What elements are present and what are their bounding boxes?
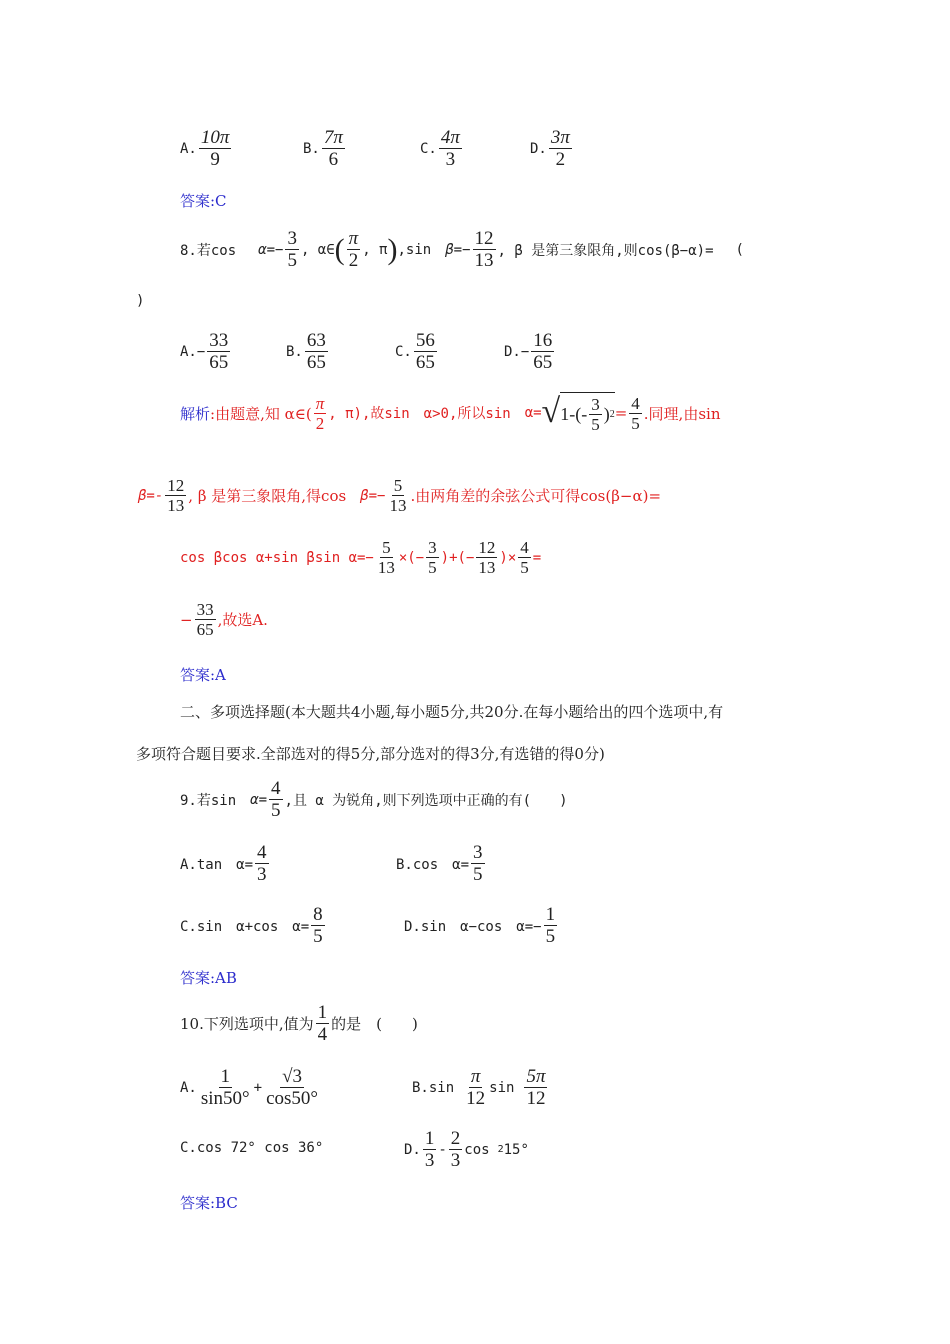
denominator: 13 bbox=[167, 496, 185, 515]
fraction bbox=[305, 330, 328, 373]
numerator: 12 bbox=[474, 228, 494, 249]
q8-answer: 答案:A bbox=[180, 666, 226, 684]
denominator: 3 bbox=[445, 149, 456, 170]
solution-text: α>0,所以sin bbox=[423, 406, 511, 422]
fraction bbox=[476, 538, 497, 577]
solution-text: .同理,由sin bbox=[643, 404, 721, 423]
numerator: 56 bbox=[415, 330, 435, 351]
q10-option-b bbox=[412, 1066, 549, 1109]
denominator: 5 bbox=[428, 558, 437, 577]
q10-stem bbox=[180, 1002, 418, 1045]
q9-option-c bbox=[180, 904, 327, 947]
fraction bbox=[464, 1066, 487, 1109]
numerator: π bbox=[315, 393, 325, 413]
paren: ( bbox=[334, 232, 345, 266]
stem-text: , π bbox=[362, 241, 388, 258]
fraction bbox=[414, 330, 437, 373]
denominator: 2 bbox=[315, 413, 325, 433]
stem-text: α= bbox=[250, 791, 268, 808]
denominator: 65 bbox=[306, 352, 326, 373]
fraction bbox=[449, 1128, 463, 1171]
numerator: 1 bbox=[220, 1066, 230, 1087]
numerator: 4 bbox=[631, 393, 640, 413]
solution-text: :由题意,知 α∈( bbox=[210, 404, 312, 423]
option-label: D.− bbox=[504, 343, 530, 360]
solution-text: − bbox=[180, 610, 193, 629]
denominator: 2 bbox=[348, 250, 359, 271]
fraction bbox=[311, 904, 325, 947]
fraction bbox=[322, 127, 345, 170]
q7-answer: 答案:C bbox=[180, 192, 227, 210]
denominator: 5 bbox=[545, 926, 556, 947]
stem-text: , α∈ bbox=[300, 241, 335, 258]
fraction bbox=[549, 127, 572, 170]
stem-text: 9.若sin bbox=[180, 792, 237, 809]
fraction bbox=[316, 1002, 330, 1045]
numerator: 5 bbox=[382, 538, 391, 557]
numerator: 1 bbox=[424, 1128, 435, 1149]
fraction bbox=[531, 330, 554, 373]
q7-option-d bbox=[530, 127, 574, 170]
numerator: √3 bbox=[282, 1066, 303, 1087]
numerator: 4π bbox=[440, 127, 460, 148]
radicand-text: ) bbox=[603, 404, 610, 424]
radicand-text: 1-(- bbox=[560, 404, 588, 424]
denominator: 65 bbox=[209, 352, 229, 373]
fraction bbox=[439, 127, 462, 170]
numerator: 5π bbox=[526, 1066, 546, 1087]
denominator: 13 bbox=[389, 496, 407, 515]
stem-text: ,sin bbox=[397, 241, 432, 258]
solution-text: , β 是第三象限角,得cos bbox=[188, 487, 347, 505]
denominator: 13 bbox=[474, 250, 494, 271]
fraction bbox=[473, 228, 496, 271]
option-label: B. bbox=[303, 140, 320, 157]
fraction bbox=[269, 778, 283, 821]
option-text: 15° bbox=[503, 1141, 529, 1158]
solution-text: , π),故sin bbox=[328, 406, 410, 422]
fraction bbox=[285, 228, 299, 271]
fraction bbox=[376, 538, 397, 577]
q10-option-c: C.cos 72° cos 36° bbox=[180, 1140, 324, 1156]
solution-text: = bbox=[614, 404, 628, 422]
denominator: 5 bbox=[287, 250, 297, 271]
denominator: 5 bbox=[473, 864, 483, 885]
stem-text: β=− bbox=[445, 241, 471, 258]
denominator: 3 bbox=[450, 1150, 461, 1171]
q8-solution-line1 bbox=[180, 392, 720, 434]
solution-text: ×(− bbox=[398, 549, 425, 566]
solution-text: = bbox=[532, 549, 542, 566]
q9-option-d bbox=[404, 904, 559, 947]
numerator: 63 bbox=[306, 330, 326, 351]
solution-text: )+(− bbox=[440, 549, 475, 566]
fraction bbox=[199, 1066, 252, 1109]
solution-text: )× bbox=[499, 549, 517, 566]
option-label: B. bbox=[286, 343, 303, 360]
q8-option-c bbox=[395, 330, 439, 373]
numerator: 1 bbox=[545, 904, 556, 925]
q7-option-a bbox=[180, 127, 233, 170]
solution-text: .由两角差的余弦公式可得cos(β−α)= bbox=[410, 487, 662, 505]
denominator: 13 bbox=[377, 558, 395, 577]
fraction bbox=[544, 904, 558, 947]
denominator: 5 bbox=[520, 558, 529, 577]
stem-text: , β 是第三象限角,则cos(β−α)= bbox=[497, 242, 714, 259]
denominator: 5 bbox=[313, 926, 323, 947]
numerator: 3 bbox=[591, 395, 600, 414]
numerator: 10π bbox=[200, 127, 230, 148]
numerator: 3 bbox=[473, 842, 483, 863]
q8-solution-line2 bbox=[138, 476, 661, 515]
fraction bbox=[195, 600, 216, 639]
option-label: A. bbox=[180, 140, 197, 157]
denominator: 5 bbox=[591, 415, 600, 434]
fraction bbox=[524, 1066, 547, 1109]
fraction bbox=[629, 394, 642, 433]
operator: - bbox=[438, 1141, 447, 1158]
option-label: C. bbox=[420, 140, 437, 157]
denominator: 6 bbox=[328, 149, 339, 170]
q8-option-a bbox=[180, 330, 232, 373]
q9-stem bbox=[180, 778, 568, 821]
q7-option-c bbox=[420, 127, 464, 170]
numerator: 33 bbox=[196, 600, 214, 619]
solution-text: β=- bbox=[138, 487, 164, 504]
numerator: 7π bbox=[323, 127, 343, 148]
fraction bbox=[199, 127, 232, 170]
option-text: A.tan α= bbox=[180, 856, 254, 873]
option-label: A. bbox=[180, 1079, 197, 1096]
option-text: cos bbox=[464, 1141, 490, 1158]
numerator: 16 bbox=[533, 330, 553, 351]
option-text: D.sin α−cos α=− bbox=[404, 918, 542, 935]
solution-label: 解析 bbox=[180, 404, 211, 423]
numerator: 12 bbox=[167, 476, 185, 495]
fraction bbox=[387, 476, 408, 515]
fraction bbox=[426, 538, 439, 577]
numerator: 4 bbox=[271, 778, 281, 799]
numerator: 5 bbox=[393, 476, 403, 495]
section2-line1: 二、多项选择题(本大题共4小题,每小题5分,共20分.在每小题给出的四个选项中,有 bbox=[180, 703, 724, 721]
numerator: 1 bbox=[317, 1002, 328, 1023]
stem-text: 10.下列选项中,值为 bbox=[180, 1015, 314, 1033]
numerator: 8 bbox=[313, 904, 323, 925]
fraction bbox=[314, 394, 327, 433]
denominator: 65 bbox=[415, 352, 435, 373]
solution-text: β=− bbox=[360, 487, 386, 504]
paren: ) bbox=[387, 232, 398, 266]
denominator: 5 bbox=[631, 413, 640, 433]
q8-option-d bbox=[504, 330, 556, 373]
denominator: 12 bbox=[526, 1088, 546, 1109]
q8-paren-close: ) bbox=[136, 293, 145, 309]
numerator: 3 bbox=[428, 538, 437, 557]
stem-text: α=− bbox=[258, 241, 284, 258]
solution-text: cos βcos α+sin βsin α=− bbox=[180, 549, 374, 566]
denominator: 9 bbox=[210, 149, 220, 170]
denominator: cos50° bbox=[266, 1088, 319, 1109]
q9-answer: 答案:AB bbox=[180, 969, 237, 987]
fraction bbox=[471, 842, 485, 885]
q8-stem bbox=[180, 228, 744, 271]
numerator: 33 bbox=[209, 330, 229, 351]
sqrt-expression bbox=[542, 392, 615, 434]
stem-text: ( bbox=[735, 241, 744, 258]
numerator: π bbox=[348, 228, 359, 249]
radical-sign: √ bbox=[541, 393, 561, 430]
numerator: 2 bbox=[450, 1128, 461, 1149]
denominator: 3 bbox=[424, 1150, 435, 1171]
q8-solution-line4 bbox=[180, 600, 268, 639]
option-text: B.cos α= bbox=[396, 856, 470, 873]
denominator: 2 bbox=[555, 149, 566, 170]
denominator: 12 bbox=[466, 1088, 486, 1109]
fraction bbox=[347, 228, 361, 271]
q9-option-a bbox=[180, 842, 271, 885]
exponent: 2 bbox=[497, 1144, 504, 1155]
q7-option-b bbox=[303, 127, 347, 170]
fraction bbox=[518, 538, 531, 577]
denominator: 3 bbox=[257, 864, 267, 885]
fraction bbox=[207, 330, 230, 373]
stem-text: 的是 ( ) bbox=[331, 1015, 418, 1033]
fraction bbox=[423, 1128, 437, 1171]
stem-text: ,且 α 为锐角,则下列选项中正确的有( ) bbox=[284, 792, 568, 809]
denominator: 4 bbox=[317, 1024, 328, 1045]
option-label: C. bbox=[395, 343, 412, 360]
denominator: 65 bbox=[196, 620, 214, 639]
fraction bbox=[264, 1066, 320, 1109]
fraction bbox=[165, 476, 186, 515]
option-label: A.− bbox=[180, 343, 206, 360]
radicand bbox=[560, 392, 614, 434]
exponent: 2 bbox=[609, 409, 615, 420]
denominator: 65 bbox=[533, 352, 553, 373]
option-text: B.sin bbox=[412, 1079, 455, 1096]
q9-option-b bbox=[396, 842, 487, 885]
q10-answer: 答案:BC bbox=[180, 1194, 238, 1212]
operator: + bbox=[253, 1079, 263, 1096]
numerator: 4 bbox=[520, 538, 529, 557]
option-label: D. bbox=[530, 140, 547, 157]
denominator: 5 bbox=[271, 800, 281, 821]
stem-text: 8.若cos bbox=[180, 242, 237, 259]
fraction bbox=[589, 395, 602, 434]
q8-solution-line3 bbox=[180, 538, 541, 577]
q8-option-b bbox=[286, 330, 330, 373]
numerator: 4 bbox=[257, 842, 267, 863]
q10-option-d bbox=[404, 1128, 529, 1171]
numerator: 3π bbox=[550, 127, 570, 148]
fraction bbox=[255, 842, 269, 885]
section2-line2: 多项符合题目要求.全部选对的得5分,部分选对的得3分,有选错的得0分) bbox=[136, 745, 605, 763]
q10-option-a bbox=[180, 1066, 322, 1109]
option-text: C.sin α+cos α= bbox=[180, 918, 310, 935]
option-text: sin bbox=[489, 1079, 515, 1096]
solution-text: ,故选A. bbox=[217, 611, 268, 629]
numerator: π bbox=[470, 1066, 481, 1087]
solution-text: α= bbox=[524, 405, 542, 421]
numerator: 12 bbox=[478, 538, 496, 557]
denominator: 13 bbox=[478, 558, 496, 577]
numerator: 3 bbox=[287, 228, 297, 249]
denominator: sin50° bbox=[200, 1088, 250, 1109]
option-label: D. bbox=[404, 1141, 421, 1158]
